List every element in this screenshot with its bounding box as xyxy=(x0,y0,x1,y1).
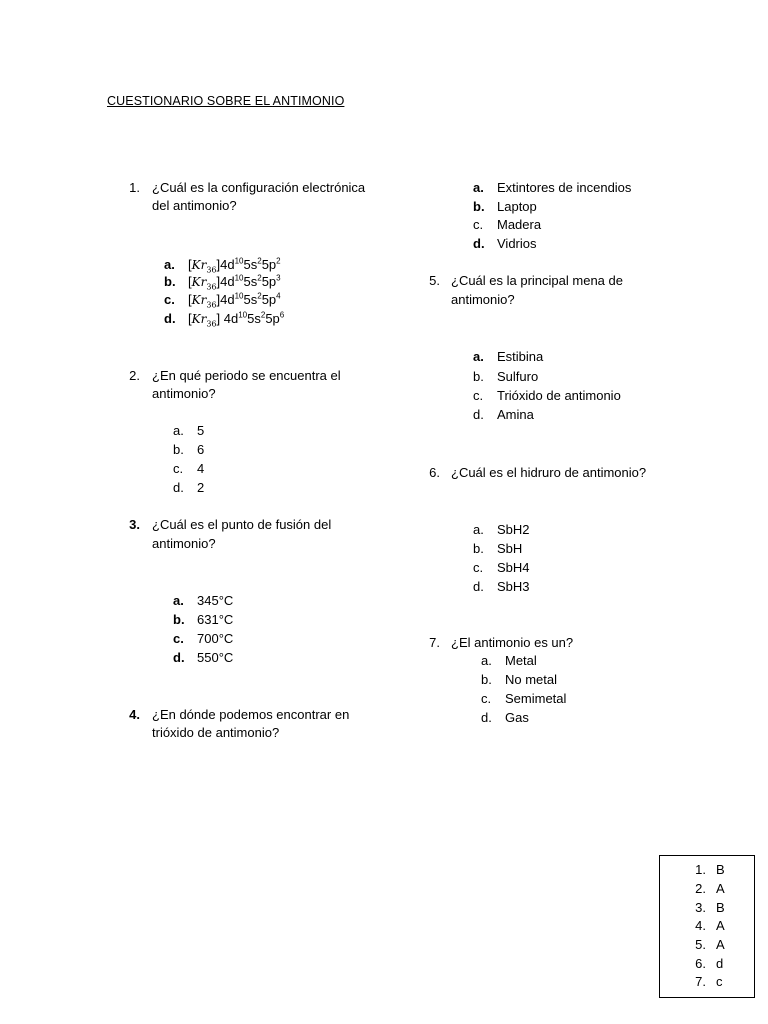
answer-number: 7. xyxy=(695,974,706,989)
option-d xyxy=(473,406,534,425)
option-letter: d. xyxy=(473,236,485,251)
question-number: 6. xyxy=(429,465,440,480)
option-c xyxy=(481,690,566,709)
option-letter: b. xyxy=(173,442,184,457)
option-letter: d. xyxy=(473,579,484,594)
option-d xyxy=(481,709,529,728)
question-text-line: antimonio? xyxy=(152,536,216,551)
option-a xyxy=(473,348,543,367)
document-title: CUESTIONARIO SOBRE EL ANTIMONIO xyxy=(107,94,345,108)
option-letter: d. xyxy=(173,480,184,495)
answer-value: A xyxy=(716,881,725,896)
option-letter: a. xyxy=(164,257,175,272)
option-text: Extintores de incendios xyxy=(497,180,632,195)
question-text-line: antimonio? xyxy=(152,386,216,401)
answer-number: 1. xyxy=(695,862,706,877)
element-symbol: Kr xyxy=(191,275,207,289)
answer-number: 5. xyxy=(695,937,706,952)
config-part: 4d xyxy=(220,274,235,289)
option-text: No metal xyxy=(505,672,558,687)
atomic-number: 36 xyxy=(206,265,217,275)
answer-number: 2. xyxy=(695,881,706,896)
option-letter: a. xyxy=(173,423,184,438)
question-number: 4. xyxy=(129,707,140,722)
config-exponent: 2 xyxy=(260,310,266,320)
config-part: 5s xyxy=(243,257,258,272)
option-c xyxy=(173,630,233,649)
config-exponent: 3 xyxy=(276,273,281,283)
option-text: Vidrios xyxy=(497,236,537,251)
question-text-line: ¿El antimonio es un? xyxy=(451,635,574,650)
option-c: c. $[Kr_{36}]4d^{10}5s^25p^4$ xyxy=(164,291,281,310)
option-text: Gas xyxy=(505,710,529,725)
option-letter: b. xyxy=(473,199,485,214)
option-a xyxy=(473,179,631,198)
option-letter: c. xyxy=(473,560,484,575)
option-text: 5 xyxy=(197,423,205,438)
config-exponent: 10 xyxy=(234,256,244,266)
option-text: SbH xyxy=(497,541,523,556)
answer-number: 4. xyxy=(695,918,706,933)
option-text: SbH2 xyxy=(497,522,530,537)
option-d xyxy=(473,235,537,254)
option-d xyxy=(173,479,204,498)
question-text-line: del antimonio? xyxy=(152,198,237,213)
config-exponent: 10 xyxy=(238,310,248,320)
option-d xyxy=(173,649,233,668)
question-text-line: ¿Cuál es la principal mena de xyxy=(451,273,623,288)
config-exponent: 2 xyxy=(276,256,281,266)
config-part: 5p xyxy=(261,257,277,272)
option-text: 550°C xyxy=(197,650,234,665)
option-text: Trióxido de antimonio xyxy=(497,388,621,403)
option-letter: d. xyxy=(473,407,484,422)
option-c xyxy=(473,559,530,578)
option-text: Madera xyxy=(497,217,542,232)
option-b xyxy=(473,368,538,387)
option-letter: c. xyxy=(481,691,492,706)
config-part: 5s xyxy=(247,311,261,326)
answer-number: 6. xyxy=(695,956,706,971)
config-exponent: 10 xyxy=(234,273,244,283)
option-text: 631°C xyxy=(197,612,234,627)
option-text: Semimetal xyxy=(505,691,567,706)
config-exponent: 2 xyxy=(257,291,262,301)
option-letter: c. xyxy=(164,292,175,307)
question-text-line: ¿Cuál es el punto de fusión del xyxy=(152,517,332,532)
option-b xyxy=(173,441,204,460)
answer-value: B xyxy=(716,900,725,915)
option-letter: b. xyxy=(473,541,484,556)
option-b xyxy=(473,540,522,559)
question-text-line: ¿Cuál es el hidruro de antimonio? xyxy=(451,465,647,480)
answer-value: A xyxy=(716,918,725,933)
option-letter: c. xyxy=(473,388,484,403)
option-text: 700°C xyxy=(197,631,234,646)
option-text: 345°C xyxy=(197,593,234,608)
option-b: b. $[Kr_{36}]4d^{10}5s^25p^3$ xyxy=(164,273,281,292)
question-number: 2. xyxy=(129,368,140,383)
option-a xyxy=(481,652,537,671)
option-c xyxy=(473,216,541,235)
option-b xyxy=(173,611,233,630)
atomic-number: 36 xyxy=(206,319,217,329)
option-letter: a. xyxy=(481,653,492,668)
answer-value: A xyxy=(716,937,725,952)
atomic-number: 36 xyxy=(206,300,217,310)
option-letter: a. xyxy=(173,593,184,608)
question-number: 5. xyxy=(429,273,440,288)
element-symbol: Kr xyxy=(191,258,207,272)
option-letter: c. xyxy=(173,631,184,646)
answer-key-box xyxy=(659,855,755,998)
element-symbol: Kr xyxy=(191,293,207,307)
option-d: d. $[Kr_{36}]$ $4d^{10}5s^25p^6$ xyxy=(164,310,285,329)
option-c xyxy=(173,460,204,479)
option-letter: d. xyxy=(164,311,176,326)
option-letter: a. xyxy=(473,180,484,195)
answer-value: c xyxy=(716,974,723,989)
atomic-number: 36 xyxy=(206,282,217,292)
config-exponent: 2 xyxy=(257,256,262,266)
option-b xyxy=(473,198,537,217)
config-part: 5p xyxy=(261,274,277,289)
answer-value: d xyxy=(716,956,724,971)
config-part: 5p xyxy=(265,311,280,326)
option-text: Laptop xyxy=(497,199,537,214)
option-a xyxy=(173,422,204,441)
option-text: Amina xyxy=(497,407,534,422)
option-letter: b. xyxy=(481,672,492,687)
option-text: SbH3 xyxy=(497,579,530,594)
config-exponent: 6 xyxy=(279,310,285,320)
option-a xyxy=(473,521,530,540)
option-text: Metal xyxy=(505,653,537,668)
option-letter: b. xyxy=(173,612,185,627)
config-exponent: 10 xyxy=(234,291,244,301)
option-letter: c. xyxy=(473,217,484,232)
answer-value: B xyxy=(716,862,725,877)
option-text: SbH4 xyxy=(497,560,530,575)
option-text: 6 xyxy=(197,442,205,457)
config-part: 4d xyxy=(220,257,235,272)
question-text-line: ¿En dónde podemos encontrar en xyxy=(152,707,350,722)
question-text-line: antimonio? xyxy=(451,292,515,307)
option-text: 2 xyxy=(197,480,205,495)
config-part: 4d xyxy=(220,311,239,326)
option-a: a. $[Kr_{36}]4d^{10}5s^25p^2$ xyxy=(164,256,281,275)
answer-number: 3. xyxy=(695,900,706,915)
option-c xyxy=(473,387,621,406)
question-text-line: ¿En qué periodo se encuentra el xyxy=(152,368,341,383)
option-letter: c. xyxy=(173,461,184,476)
element-symbol: Kr xyxy=(191,312,207,326)
question-number: 1. xyxy=(129,180,140,195)
option-letter: a. xyxy=(473,522,484,537)
option-d xyxy=(473,578,530,597)
option-b xyxy=(481,671,557,690)
option-letter: d. xyxy=(173,650,185,665)
option-letter: b. xyxy=(164,274,176,289)
option-a xyxy=(173,592,233,611)
config-part: 4d xyxy=(220,292,235,307)
config-exponent: 2 xyxy=(257,273,262,283)
question-text-line: ¿Cuál es la configuración electrónica xyxy=(152,180,366,195)
option-letter: b. xyxy=(473,369,484,384)
config-part: 5p xyxy=(261,292,277,307)
option-letter: d. xyxy=(481,710,492,725)
question-number: 3. xyxy=(129,517,140,532)
option-letter: a. xyxy=(473,349,484,364)
question-text-line: trióxido de antimonio? xyxy=(152,725,280,740)
config-part: 5s xyxy=(243,292,258,307)
config-part: 5s xyxy=(243,274,258,289)
option-text: Sulfuro xyxy=(497,369,539,384)
option-text: Estibina xyxy=(497,349,544,364)
question-number: 7. xyxy=(429,635,440,650)
option-text: 4 xyxy=(197,461,205,476)
config-exponent: 4 xyxy=(276,291,281,301)
